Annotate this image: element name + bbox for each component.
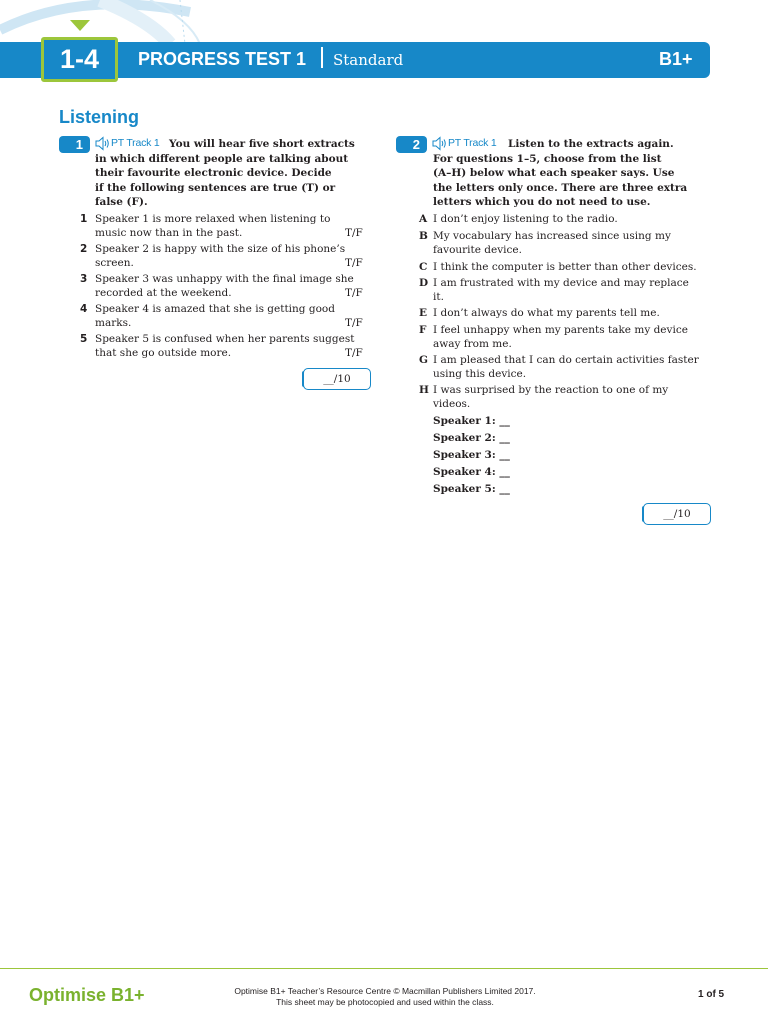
instruction-line: Listen to the extracts again. (508, 138, 674, 150)
question-number: 2 (80, 243, 88, 255)
true-false-choice[interactable]: T/F (345, 316, 363, 329)
instruction-line: the letters only once. There are three extra (433, 181, 688, 194)
instruction-line: (A–H) below what each speaker says. Use (433, 167, 675, 180)
footer-divider (0, 968, 768, 969)
question-text-cont: recorded at the weekend. (95, 286, 232, 299)
speaker-answer-1[interactable]: Speaker 1: __ (433, 415, 510, 427)
instruction-line: For questions 1–5, choose from the list (433, 152, 662, 165)
footer-brand: Optimise B1+ (29, 985, 145, 1005)
question-number: 3 (80, 273, 88, 285)
option-text-cont: away from me. (433, 337, 512, 350)
instruction-line: in which different people are talking about (95, 152, 349, 165)
exercise-2-instructions (433, 137, 687, 210)
option-letter: C (419, 261, 428, 273)
level-badge: B1+ (659, 49, 693, 69)
question-number: 1 (80, 213, 88, 225)
header-decoration (0, 0, 260, 44)
footer-copyright (170, 986, 600, 1008)
option-text: I was surprised by the reaction to one of my (433, 384, 669, 396)
option-letter: B (419, 230, 428, 242)
option-letter: D (419, 277, 429, 289)
true-false-choice[interactable]: T/F (345, 346, 363, 359)
option-text: I don’t enjoy listening to the radio. (433, 213, 618, 225)
exercise-1-instructions (95, 137, 355, 210)
question-text-cont: that she go outside more. (95, 346, 232, 359)
question-text: Speaker 4 is amazed that she is getting good (95, 303, 335, 315)
instruction-line: if the following sentences are true (T) or (95, 181, 336, 194)
true-false-choice[interactable]: T/F (345, 256, 363, 269)
exercise-1-track-label[interactable]: PT Track 1 (111, 137, 160, 149)
option-text: My vocabulary has increased since using my (433, 230, 671, 242)
unit-arrow-icon (70, 20, 90, 31)
instruction-line: their favourite electronic device. Decide (95, 167, 332, 180)
exercise-1-number: 1 (59, 136, 90, 153)
option-text-cont: videos. (433, 397, 471, 410)
question-number: 4 (80, 303, 88, 315)
option-text-cont: using this device. (433, 367, 527, 380)
question-text-cont: marks. (95, 316, 132, 329)
question-text-cont: screen. (95, 256, 134, 269)
test-level: Standard (333, 51, 404, 69)
question-number: 5 (80, 333, 88, 345)
instruction-line: letters which you do not need to use. (433, 196, 651, 209)
exercise-2-track-label[interactable]: PT Track 1 (448, 137, 497, 149)
option-text-cont: it. (433, 290, 444, 303)
speaker-answer-3[interactable]: Speaker 3: __ (433, 449, 510, 461)
instruction-line: false (F). (95, 196, 148, 209)
option-letter: H (419, 384, 429, 396)
unit-badge: 1-4 (41, 37, 118, 82)
speaker-answer-4[interactable]: Speaker 4: __ (433, 466, 510, 478)
option-text: I think the computer is better than other devices. (433, 261, 697, 273)
option-text: I feel unhappy when my parents take my device (433, 324, 688, 336)
true-false-choice[interactable]: T/F (345, 226, 363, 239)
option-letter: E (419, 307, 428, 319)
true-false-choice[interactable]: T/F (345, 286, 363, 299)
option-text: I don’t always do what my parents tell me. (433, 307, 660, 319)
question-text: Speaker 2 is happy with the size of his phone’s (95, 243, 346, 255)
speaker-answer-2[interactable]: Speaker 2: __ (433, 432, 510, 444)
speaker-answer-5[interactable]: Speaker 5: __ (433, 483, 510, 495)
question-text: Speaker 5 is confused when her parents suggest (95, 333, 355, 345)
option-letter: F (419, 324, 427, 336)
copyright-line: This sheet may be photocopied and used within the class. (276, 997, 494, 1007)
title-separator (321, 47, 323, 68)
option-text: I am pleased that I can do certain activities faster (433, 354, 699, 366)
exercise-2-number: 2 (396, 136, 427, 153)
question-text-cont: music now than in the past. (95, 226, 243, 239)
option-text-cont: favourite device. (433, 243, 522, 256)
exercise-2-score-box[interactable]: __/10 (643, 503, 711, 525)
question-text: Speaker 3 was unhappy with the final image she (95, 273, 354, 285)
test-title: PROGRESS TEST 1 (138, 49, 307, 69)
section-heading: Listening (59, 107, 139, 127)
copyright-line: Optimise B1+ Teacher’s Resource Centre © Macmillan Publishers Limited 2017. (234, 986, 536, 996)
option-text: I am frustrated with my device and may replace (433, 277, 689, 289)
question-text: Speaker 1 is more relaxed when listening to (95, 213, 331, 225)
exercise-1-score-box[interactable]: __/10 (303, 368, 371, 390)
page-number: 1 of 5 (698, 989, 725, 1000)
option-letter: G (419, 354, 428, 366)
instruction-line: You will hear five short extracts (169, 138, 355, 150)
option-letter: A (419, 213, 428, 225)
